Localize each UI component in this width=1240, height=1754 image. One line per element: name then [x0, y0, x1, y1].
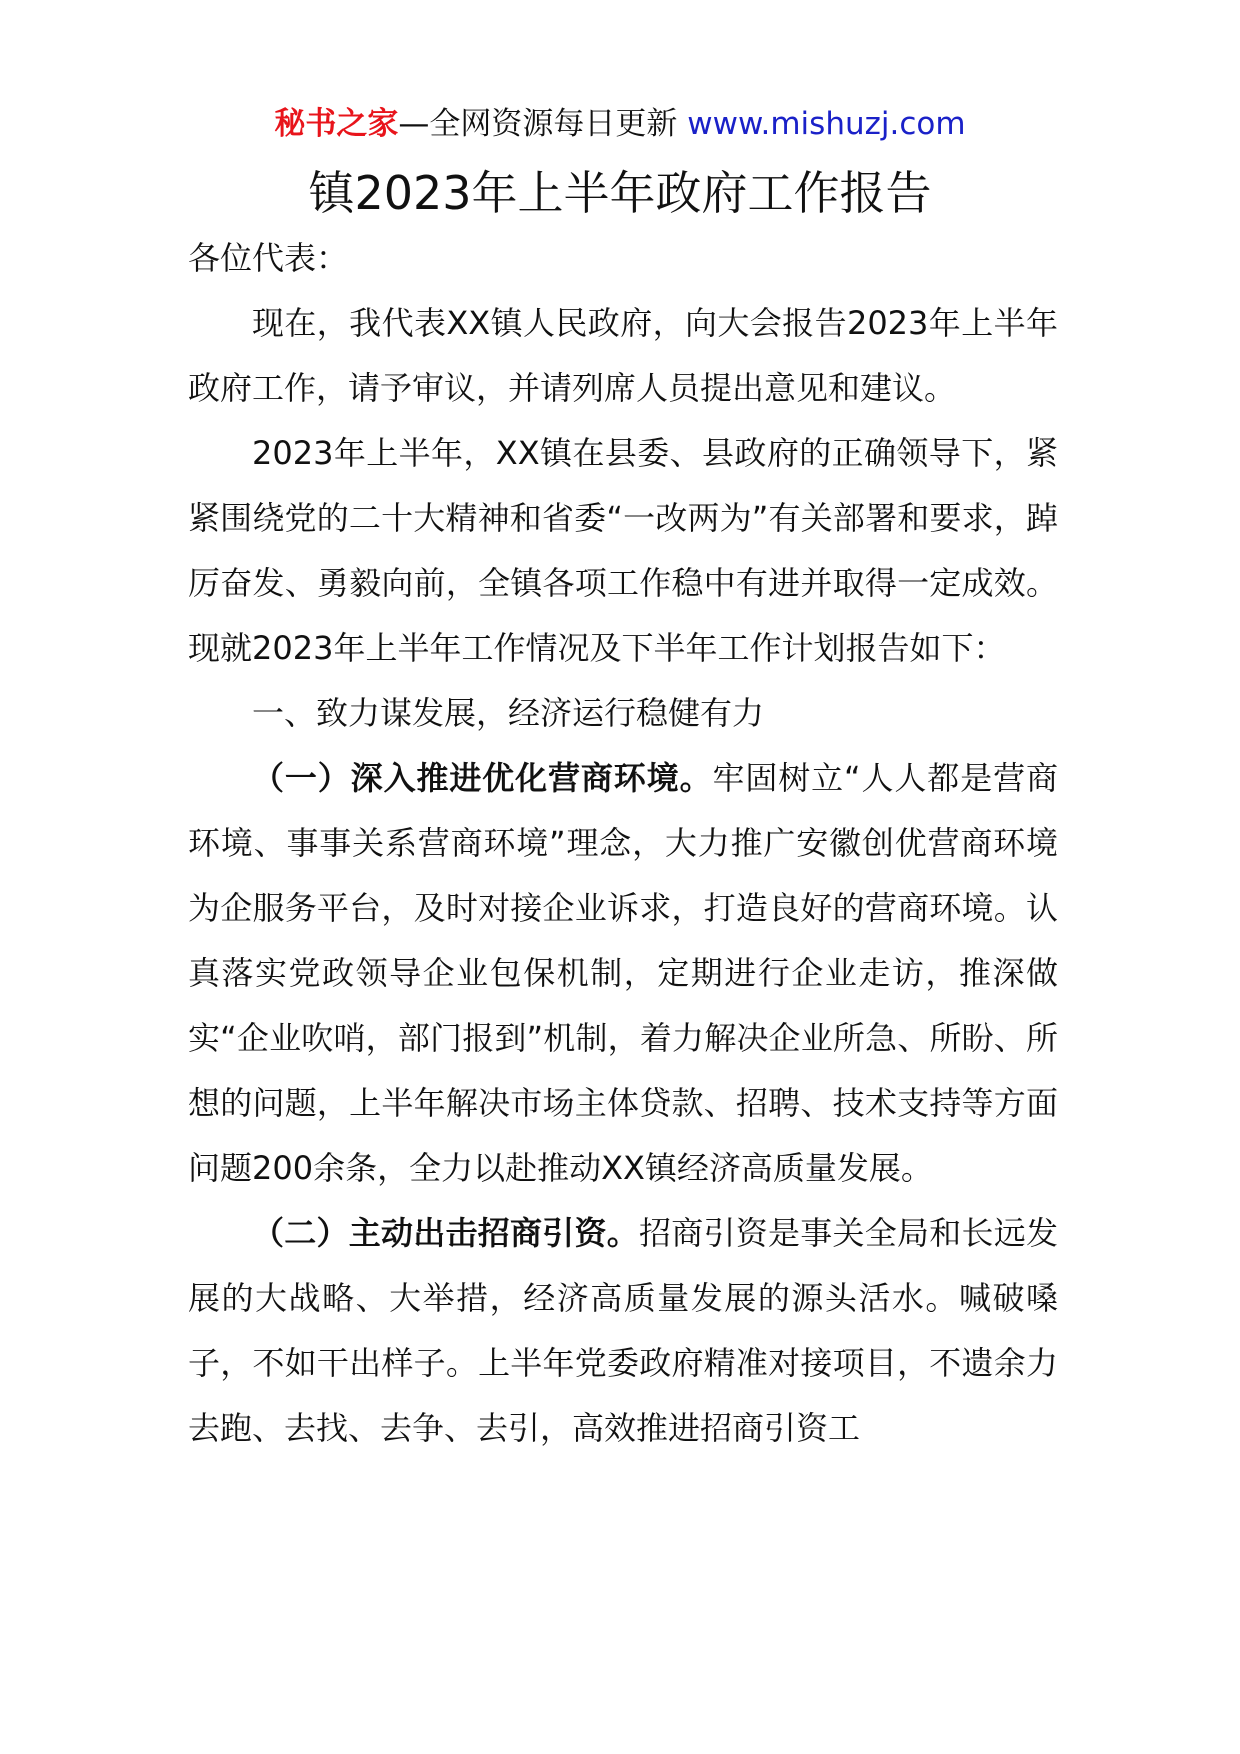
header-slogan: —全网资源每日更新	[398, 106, 678, 142]
paragraph-opening: 现在，我代表XX镇人民政府，向大会报告2023年上半年政府工作，请予审议，并请列席人员提出意见和建议。	[188, 304, 1058, 407]
subsection-1	[188, 746, 1058, 1201]
section-heading-1: 一、致力谋发展，经济运行稳健有力	[252, 694, 765, 732]
site-url-link[interactable]: www.mishuzj.com	[687, 106, 966, 142]
paragraph-overview: 2023年上半年，XX镇在县委、县政府的正确领导下，紧紧围绕党的二十大精神和省委“一改两为”有关部署和要求，踔厉奋发、勇毅向前，全镇各项工作稳中有进并取得一定成效。现就2023年上半年工作情况及下半年工作计划报告如下：	[188, 434, 1058, 667]
subsection-2-body: 招商引资是事关全局和长远发展的大战略、大举措，经济高质量发展的源头活水。喊破嗓子，不如干出样子。上半年党委政府精准对接项目，不遗余力去跑、去找、去争、去引，高效推进招商引资工	[188, 1214, 1058, 1447]
subsection-1-heading: （一）深入推进优化营商环境。	[252, 759, 713, 797]
brand-name: 秘书之家	[274, 106, 399, 142]
document-title: 镇2023年上半年政府工作报告	[308, 166, 932, 220]
salutation: 各位代表：	[188, 239, 349, 277]
document-body	[188, 226, 1058, 1461]
subsection-1-body: 牢固树立“人人都是营商环境、事事关系营商环境”理念，大力推广安徽创优营商环境为企服务平台，及时对接企业诉求，打造良好的营商环境。认真落实党政领导企业包保机制，定期进行企业走访，推深做实“企业吹哨，部门报到”机制，着力解决企业所急、所盼、所想的问题，上半年解决市场主体贷款、招聘、技术支持等方面问题200余条，全力以赴推动XX镇经济高质量发展。	[188, 759, 1058, 1187]
subsection-2	[188, 1201, 1058, 1461]
subsection-2-heading: （二）主动出击招商引资。	[252, 1214, 639, 1252]
site-header	[0, 100, 1240, 148]
